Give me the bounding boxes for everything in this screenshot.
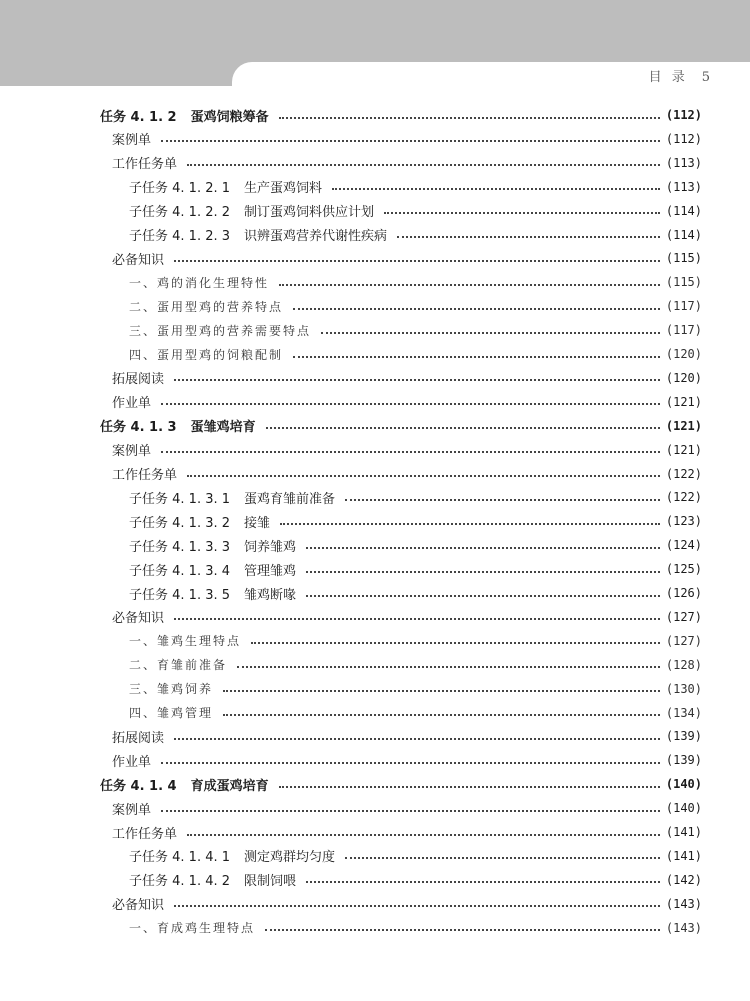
dot-leader (251, 641, 660, 644)
dot-leader (345, 856, 660, 859)
page-number: 5 (701, 70, 710, 85)
dot-leader (161, 809, 660, 812)
toc-entry-page: (121) (665, 418, 702, 433)
toc-entry-number: 子任务 4. 1. 3. 1 (129, 491, 231, 507)
toc-entry-page: (141) (665, 825, 702, 839)
toc-entry-title: 育成蛋鸡培育 (190, 778, 269, 794)
toc-entry-number: 子任务 4. 1. 2. 2 (129, 205, 231, 221)
dot-leader (161, 761, 660, 764)
dot-leader (266, 426, 660, 429)
toc-entry-title: 蛋鸡饲粮筹备 (190, 109, 269, 125)
header-title: 目 录 (648, 70, 688, 85)
toc-entry-title: 一、鸡的消化生理特性 (129, 275, 270, 290)
toc-entry[interactable] (129, 175, 702, 199)
dot-leader (306, 594, 660, 597)
toc-entry-number: 任务 4. 1. 2 (100, 109, 177, 125)
toc-entry-title: 测定鸡群均匀度 (244, 850, 336, 866)
toc-entry-title: 作业单 (112, 396, 152, 412)
toc-entry-page: (142) (665, 872, 702, 887)
toc-entry-label (129, 225, 387, 244)
toc-entry-label (112, 249, 164, 268)
toc-entry-label (129, 632, 241, 649)
toc-entry[interactable] (100, 103, 702, 127)
toc-entry-page: (125) (665, 562, 702, 577)
dot-leader (332, 187, 660, 190)
toc-entry-number: 子任务 4. 1. 3. 2 (129, 515, 231, 531)
toc-entry[interactable] (112, 366, 702, 390)
toc-entry-label (112, 464, 177, 483)
toc-entry-title: 接雏 (244, 515, 271, 531)
toc-entry-title: 二、育雏前准备 (129, 658, 228, 673)
dot-leader (237, 665, 660, 668)
toc-entry-label (129, 656, 227, 673)
dot-leader (279, 283, 660, 286)
toc-entry-page: (122) (665, 490, 702, 505)
toc-entry-page: (140) (665, 777, 702, 792)
toc-entry-title: 生产蛋鸡饲料 (244, 181, 323, 197)
toc-entry[interactable] (129, 844, 702, 868)
toc-entry-title: 三、雏鸡饲养 (129, 682, 214, 697)
dot-leader (279, 785, 660, 788)
toc-entry-label (129, 846, 335, 865)
toc-entry-title: 蛋鸡育雏前准备 (244, 491, 336, 507)
dot-leader (187, 474, 660, 477)
toc-entry-title: 作业单 (112, 754, 152, 770)
toc-entry-label (129, 512, 270, 531)
toc-entry-title: 案例单 (112, 444, 152, 460)
toc-entry-number: 任务 4. 1. 4 (100, 778, 177, 794)
dot-leader (223, 713, 660, 716)
toc-entry-page: (139) (665, 753, 702, 768)
toc-entry-page: (122) (665, 466, 702, 481)
toc-entry-page: (134) (665, 705, 702, 720)
toc-entry-label (112, 440, 151, 459)
toc-entry[interactable] (129, 653, 702, 677)
toc-entry-label (129, 322, 311, 339)
toc-entry-label (112, 751, 151, 770)
toc-entry-title: 四、雏鸡管理 (129, 706, 214, 720)
toc-entry[interactable] (129, 199, 702, 223)
toc-entry[interactable] (112, 246, 702, 270)
toc-entry-number: 子任务 4. 1. 4. 2 (129, 874, 231, 890)
toc-entry-number: 任务 4. 1. 3 (100, 420, 177, 436)
dot-leader (174, 259, 660, 262)
toc-entry-page: (112) (665, 108, 702, 122)
dot-leader (187, 163, 660, 166)
toc-entry-page: (123) (665, 514, 702, 529)
toc-entry[interactable] (112, 151, 702, 175)
toc-entry[interactable] (100, 772, 702, 796)
toc-entry[interactable] (129, 270, 702, 294)
toc-entry-title: 四、蛋用型鸡的饲粮配制 (129, 347, 284, 362)
toc-entry-title: 雏鸡断喙 (244, 587, 297, 603)
dot-leader (174, 737, 660, 740)
toc-entry-label (112, 392, 151, 411)
dot-leader (321, 331, 660, 334)
running-header (649, 66, 710, 85)
dot-leader (174, 904, 660, 907)
toc-entry-label (129, 680, 213, 697)
toc-entry[interactable] (129, 868, 702, 892)
toc-entry-page: (114) (665, 203, 702, 218)
toc-entry-number: 子任务 4. 1. 3. 5 (129, 587, 231, 603)
toc-entry-number: 子任务 4. 1. 3. 3 (129, 539, 231, 555)
dot-leader (345, 498, 660, 501)
toc-entry-label (112, 368, 164, 387)
toc-entry-title: 蛋雏鸡培育 (190, 420, 256, 436)
dot-leader (265, 928, 660, 931)
toc-entry-page: (115) (665, 251, 702, 266)
dot-leader (306, 570, 660, 573)
toc-entry-label (100, 416, 256, 435)
toc-entry-label (129, 584, 296, 603)
toc-entry[interactable] (112, 748, 702, 772)
toc-entry-label (129, 274, 269, 291)
toc-entry-title: 二、蛋用型鸡的营养特点 (129, 299, 284, 314)
dot-leader (397, 235, 660, 238)
toc-entry-page: (120) (665, 347, 702, 361)
dot-leader (306, 880, 660, 883)
toc-entry[interactable] (112, 127, 702, 151)
dot-leader (187, 833, 660, 836)
toc-entry-label (112, 153, 177, 172)
toc-entry-title: 拓展阅读 (112, 372, 165, 388)
toc-entry-title: 案例单 (112, 802, 152, 818)
dot-leader (161, 402, 660, 405)
toc-entry-title: 工作任务单 (112, 157, 178, 173)
toc-entry[interactable] (112, 438, 702, 462)
toc-entry-label (112, 129, 151, 148)
dot-leader (279, 116, 660, 119)
toc-entry-title: 饲养雏鸡 (244, 539, 297, 555)
toc-entry-page: (112) (665, 131, 702, 146)
toc-entry-title: 一、育成鸡生理特点 (129, 921, 256, 936)
toc-entry-label (100, 106, 269, 125)
toc-entry-title: 制订蛋鸡饲料供应计划 (244, 205, 375, 221)
toc-entry-label (129, 704, 213, 721)
toc-entry[interactable] (129, 916, 702, 940)
dot-leader (161, 139, 660, 142)
toc-entry[interactable] (112, 390, 702, 414)
toc-entry[interactable] (129, 533, 702, 557)
toc-entry-number: 子任务 4. 1. 2. 3 (129, 229, 231, 244)
toc-entry-label (129, 177, 322, 196)
dot-leader (174, 378, 660, 381)
toc-entry-page: (126) (665, 586, 702, 600)
toc-entry-title: 一、雏鸡生理特点 (129, 634, 242, 649)
toc-entry-label (129, 536, 296, 555)
toc-entry-page: (127) (665, 609, 702, 624)
toc-entry-title: 工作任务单 (112, 826, 178, 842)
dot-leader (384, 211, 660, 214)
toc-entry-page: (117) (665, 299, 702, 314)
toc-entry[interactable] (129, 629, 702, 653)
toc-entry-title: 管理雏鸡 (244, 563, 297, 579)
toc-entry-title: 必备知识 (112, 252, 165, 268)
toc-entry-page: (127) (665, 633, 702, 648)
dot-leader (223, 689, 660, 692)
dot-leader (161, 450, 660, 453)
toc-entry-title: 限制饲喂 (244, 874, 297, 890)
toc-entry-title: 识辨蛋鸡营养代谢性疾病 (244, 229, 388, 244)
toc-entry[interactable] (112, 462, 702, 486)
toc-entry-page: (113) (665, 155, 702, 170)
toc-entry[interactable] (129, 581, 702, 605)
dot-leader (293, 355, 660, 358)
toc-entry-label (129, 201, 374, 220)
toc-entry-label (112, 823, 177, 842)
toc-entry-label (112, 607, 164, 626)
toc-entry-label (112, 727, 164, 746)
toc-entry[interactable] (112, 605, 702, 629)
toc-entry-number: 子任务 4. 1. 4. 1 (129, 850, 231, 866)
toc-entry-label (129, 488, 335, 507)
toc-entry-page: (117) (665, 323, 702, 338)
toc-entry[interactable] (129, 509, 702, 533)
toc-entry[interactable] (112, 892, 702, 916)
toc-entry-label (129, 298, 283, 315)
toc-entry[interactable] (129, 318, 702, 342)
toc-entry[interactable] (129, 294, 702, 318)
toc-entry-page: (124) (665, 538, 702, 553)
toc-entry[interactable] (100, 414, 702, 438)
toc-entry-page: (141) (665, 848, 702, 863)
toc-entry[interactable] (112, 724, 702, 748)
toc-entry-number: 子任务 4. 1. 2. 1 (129, 181, 231, 197)
toc-entry[interactable] (112, 796, 702, 820)
toc-entry-page: (121) (665, 442, 702, 457)
toc-entry[interactable] (112, 820, 702, 844)
toc-entry-title: 必备知识 (112, 898, 165, 914)
toc-entry-title: 拓展阅读 (112, 730, 165, 746)
toc-entry-page: (120) (665, 370, 702, 385)
toc-entry-label (129, 919, 255, 936)
dot-leader (174, 617, 660, 620)
toc-entry[interactable] (129, 557, 702, 581)
toc-entry-title: 三、蛋用型鸡的营养需要特点 (129, 323, 312, 338)
toc-entry-label (129, 346, 283, 363)
toc-entry-page: (140) (665, 801, 702, 816)
toc-entry-page: (114) (665, 227, 702, 242)
toc-entry[interactable] (129, 701, 702, 725)
toc-entry-label (129, 560, 296, 579)
toc-entry-title: 必备知识 (112, 611, 165, 627)
toc-entry-page: (128) (665, 657, 702, 672)
toc-entry-page: (130) (665, 681, 702, 696)
dot-leader (280, 522, 660, 525)
toc-entry-title: 案例单 (112, 133, 152, 149)
toc-entry-label (112, 894, 164, 913)
dot-leader (306, 546, 660, 549)
dot-leader (293, 307, 660, 310)
toc-entry-page: (121) (665, 394, 702, 409)
toc-entry-title: 工作任务单 (112, 468, 178, 483)
toc-entry-page: (143) (665, 920, 702, 935)
toc-entry[interactable] (129, 223, 702, 247)
toc-entry-label (100, 775, 269, 794)
toc-entry[interactable] (129, 677, 702, 701)
toc-entry-page: (115) (665, 275, 702, 290)
toc-entry[interactable] (129, 485, 702, 509)
toc-entry-number: 子任务 4. 1. 3. 4 (129, 563, 231, 579)
toc-entry-page: (143) (665, 896, 702, 911)
toc-entry[interactable] (129, 342, 702, 366)
toc-entry-page: (113) (665, 179, 702, 194)
toc-entry-label (129, 870, 296, 889)
toc-entry-page: (139) (665, 729, 702, 744)
toc-entry-label (112, 799, 151, 818)
